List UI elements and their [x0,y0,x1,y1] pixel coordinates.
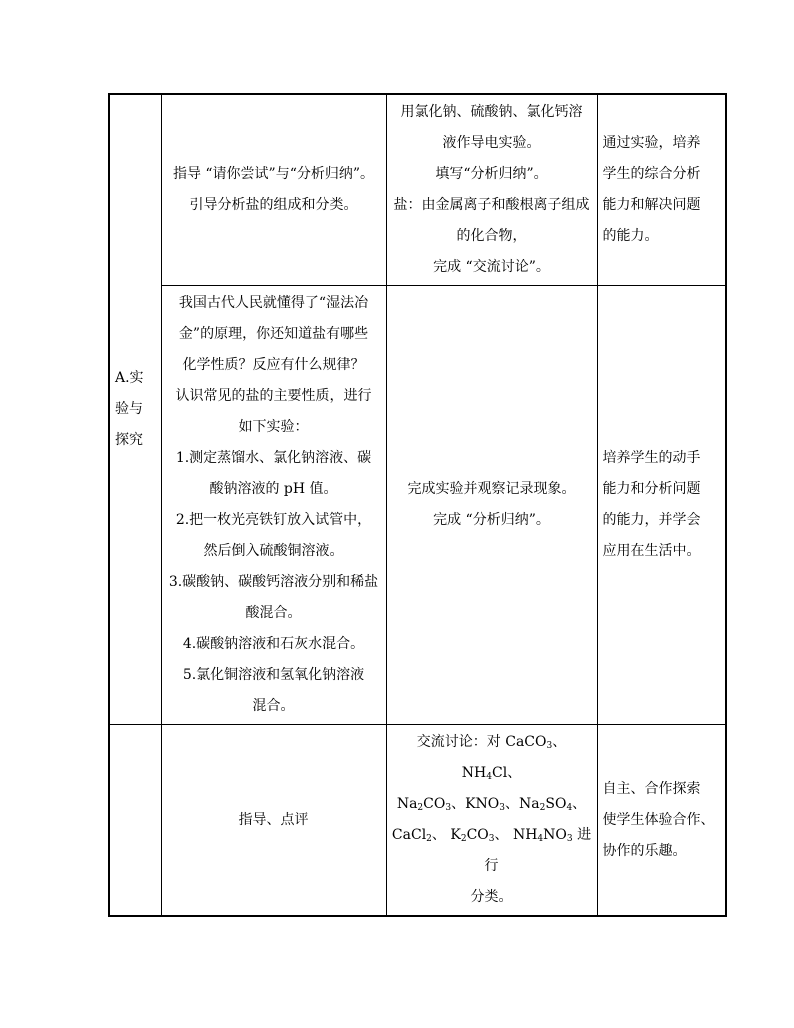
stage-cell [109,94,161,725]
student-line: 完成实验并观察记录现象。 [407,481,576,497]
student-line: 用氯化钠、硫酸钠、氯化钙溶 [400,104,583,120]
teacher-line: 指导 “请你尝试”与“分析归纳”。 [172,166,375,182]
formula-na2so4: $Na_2SO_4$ [519,796,573,813]
lesson-plan-table [108,93,727,917]
student-prefix: 交流讨论：对 [416,734,501,750]
student-line: $Na_2CO_3$、$KNO_3$、$Na_2SO_4$、 [396,796,587,813]
goal-line: 协作的乐趣。 [602,842,687,859]
teacher-line: 认识常见的盐的主要性质，进行 [175,388,372,404]
goal-line: 应用在生活中。 [602,543,701,559]
design-goal-cell [597,725,726,917]
teacher-line: 5.氯化铜溶液和氢氧化钠溶液 [182,667,365,683]
goal-line: 培养学生的动手 [602,450,701,466]
teacher-activity-cell: 指导、点评 [161,725,386,917]
table-row [109,725,726,917]
student-activity-cell [386,94,597,286]
stage-cell [109,725,161,917]
goal-line: 的能力，并学会 [602,512,701,528]
teacher-line: 如下实验： [238,419,309,435]
table-row [109,286,726,725]
stage-label-line: A.实 [115,370,144,386]
student-line: 完成 “分析归纳”。 [433,512,550,528]
student-activity-cell [386,286,597,725]
table-row [109,94,726,286]
student-line: 液作导电实验。 [442,135,541,151]
teacher-line: 然后倒入硫酸铜溶液。 [203,543,344,559]
goal-line: 的能力。 [602,228,659,244]
design-goal-cell [597,94,726,286]
formula-caco3: CaCO$_3$ [505,734,553,751]
student-line: 分类。 [470,889,513,905]
teacher-line: 酸混合。 [245,605,302,621]
student-line: 的化合物， [456,228,527,244]
teacher-line: 1.测定蒸馏水、氯化钠溶液、碳 [175,450,372,466]
goal-line: 使学生体验合作、 [602,811,715,828]
goal-line: 能力和解决问题 [602,197,701,213]
stage-label-line: 验与 [115,401,143,417]
formula-kno3: $KNO_3$ [465,796,506,813]
teacher-line: 酸钠溶液的 pH 值。 [209,481,338,497]
student-line: 填写“分析归纳”。 [435,166,548,182]
student-line: 盐：由金属离子和酸根离子组成 [393,197,590,213]
teacher-activity-cell [161,94,386,286]
teacher-activity-cell [161,286,386,725]
goal-line: 通过实验，培养 [602,135,701,151]
formula-nh4no3: $NH_4NO_3$ [512,827,573,844]
teacher-line: 4.碳酸钠溶液和石灰水混合。 [182,636,365,652]
formula-k2co3: $K_2CO_3$ [450,827,495,844]
stage-label-line: 探究 [115,432,143,448]
teacher-line: 金”的原理，你还知道盐有哪些 [178,326,369,342]
student-line: CaCl$_2$、 $K_2CO_3$、 $NH_4NO_3$ 进行 [391,827,592,874]
student-line: 交流讨论：对 CaCO$_3$、$NH_4Cl$、 [416,734,567,782]
student-activity-cell [386,725,597,917]
teacher-line: 引导分析盐的组成和分类。 [189,197,358,213]
formula-nh4cl: $NH_4Cl$ [461,765,508,782]
design-goal-cell [597,286,726,725]
student-line: 完成 “交流讨论”。 [433,259,550,275]
goal-line: 学生的综合分析 [602,166,701,182]
student-suffix: 进行 [484,827,592,874]
formula-na2co3: $Na_2CO_3$ [396,796,452,813]
goal-line: 自主、合作探索 [602,780,701,797]
goal-line: 能力和分析问题 [602,481,701,497]
teacher-line: 我国古代人民就懂得了“湿法冶 [178,295,369,311]
teacher-line: 2.把一枚光亮铁钉放入试管中， [175,512,372,528]
teacher-line: 混合。 [252,698,295,714]
teacher-line: 3.碳酸钠、碳酸钙溶液分别和稀盐 [168,574,379,590]
formula-cacl2: CaCl$_2$ [391,827,432,844]
teacher-line: 化学性质？反应有什么规律？ [182,357,365,373]
